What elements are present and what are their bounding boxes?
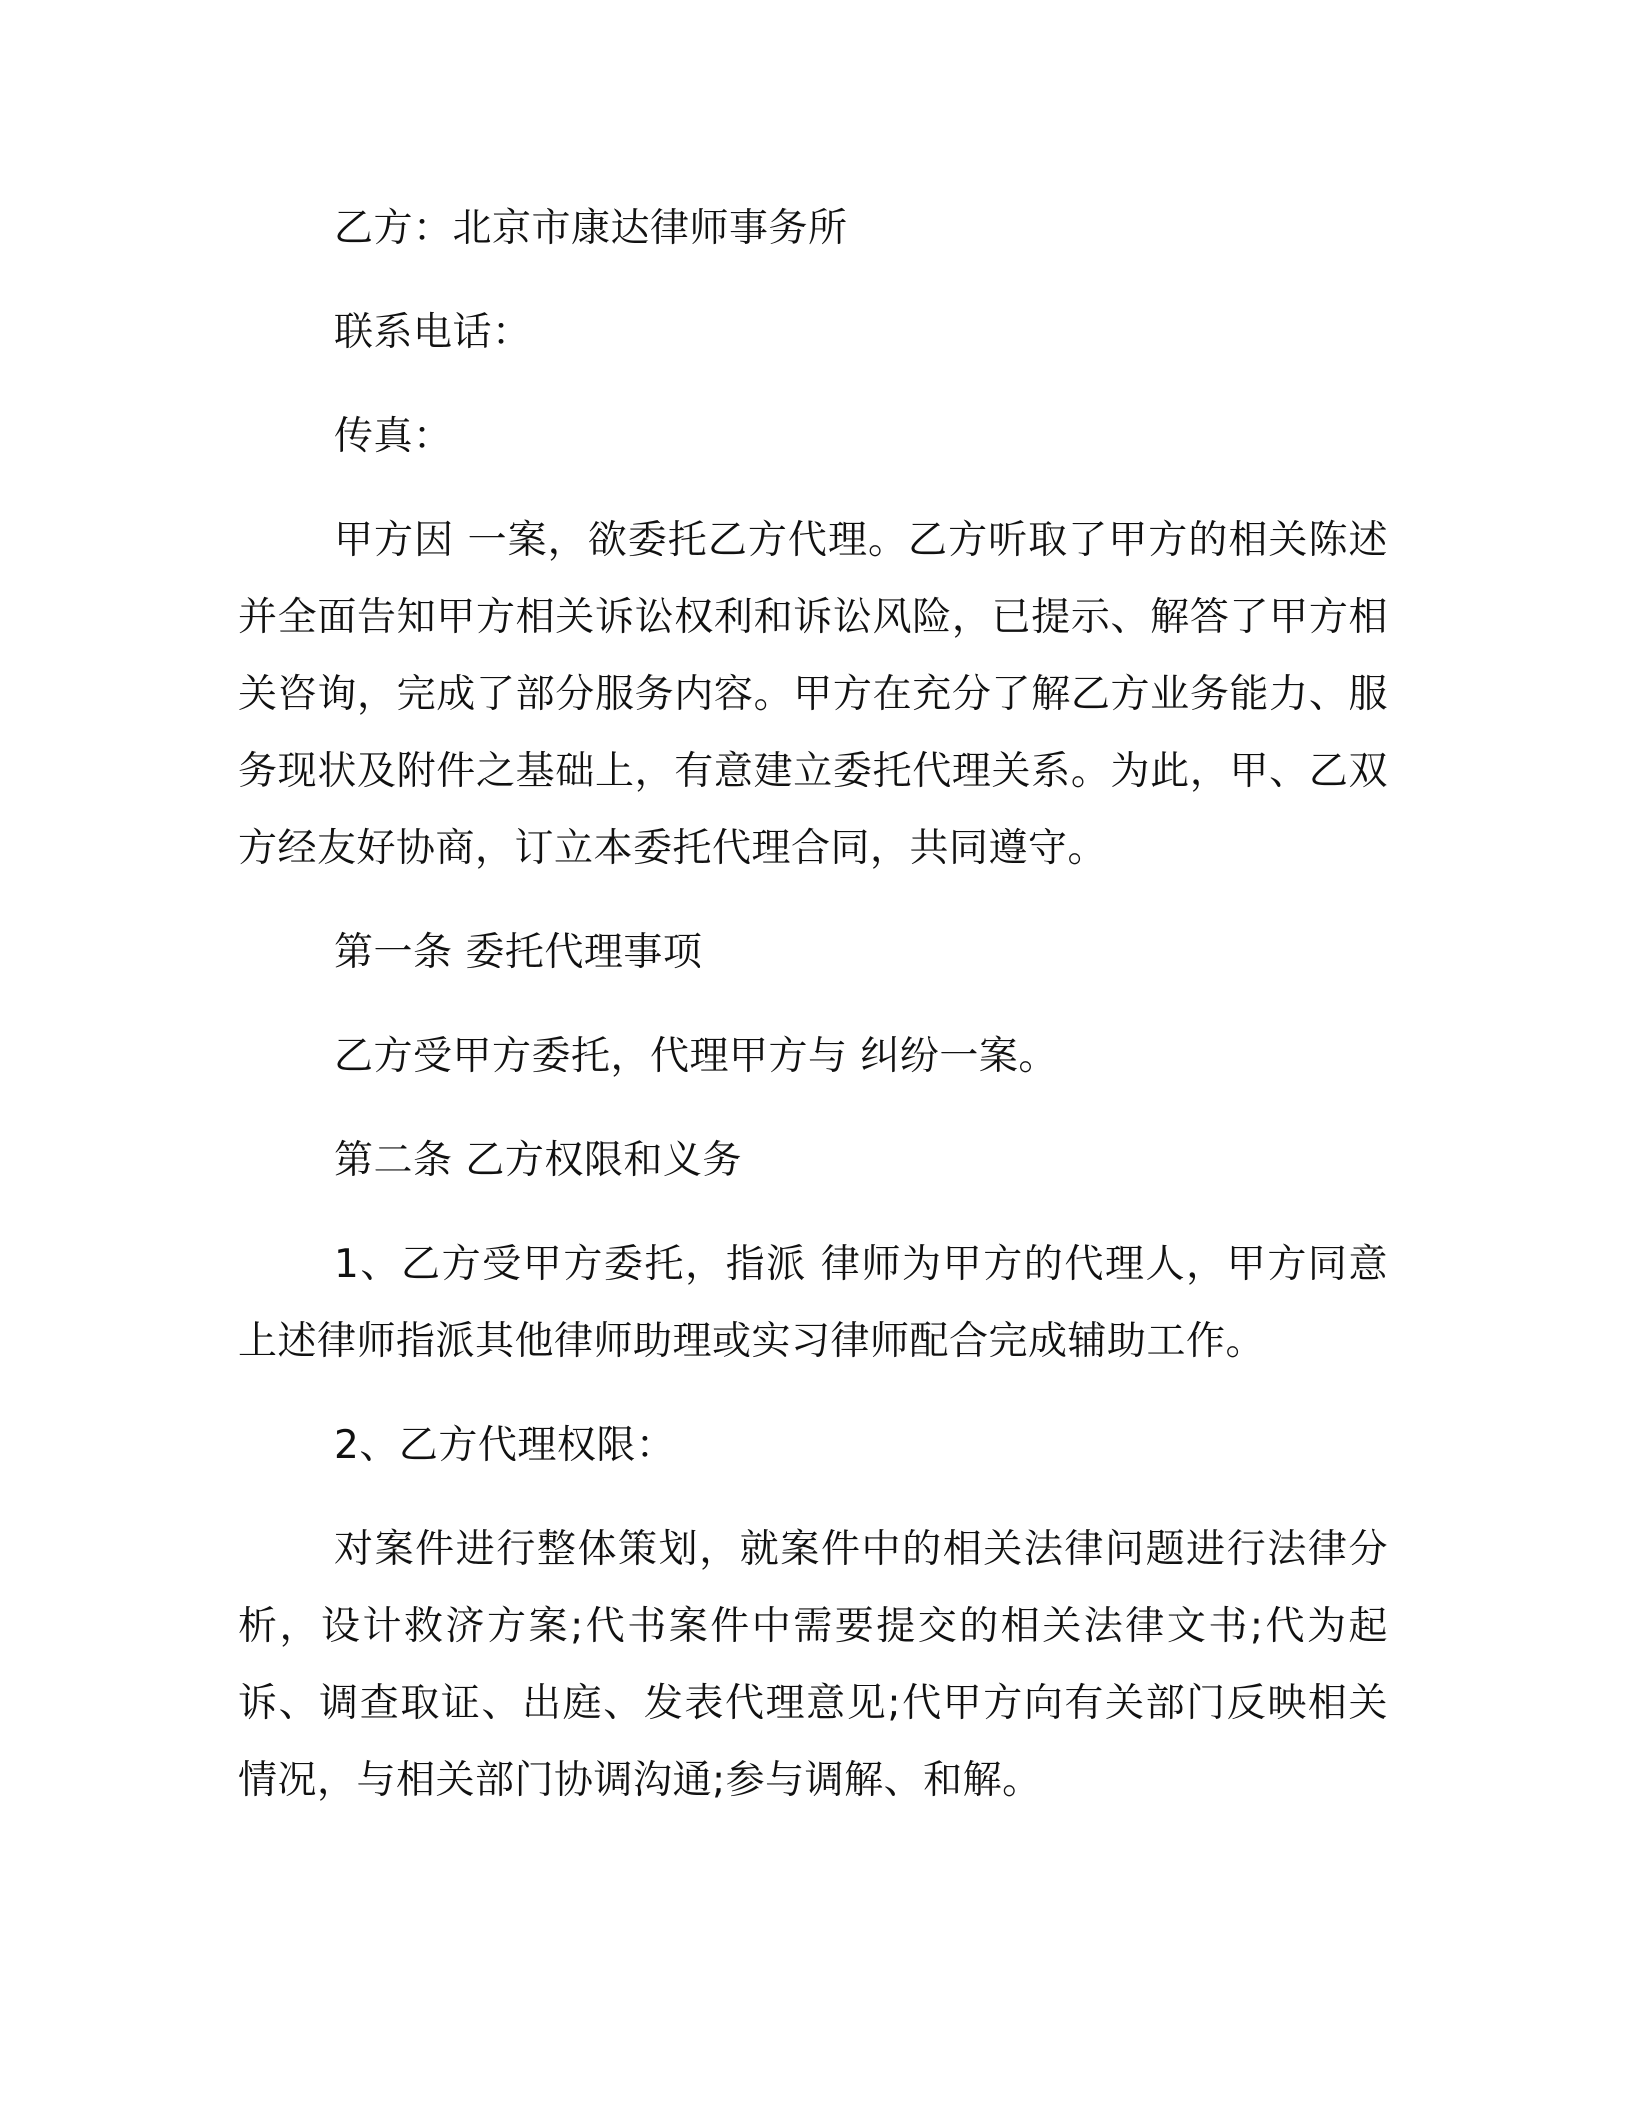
clause-2-paragraph: 对案件进行整体策划，就案件中的相关法律问题进行法律分析，设计救济方案;代书案件中需要提交的相关法律文书;代为起诉、调查取证、出庭、发表代理意见;代甲方向有关部门反映相关情况，与相关部门协调沟通;参与调解、和解。 [238, 1527, 1388, 1803]
preamble-paragraph: 甲方因 一案，欲委托乙方代理。乙方听取了甲方的相关陈述并全面告知甲方相关诉讼权利和诉讼风险，已提示、解答了甲方相关咨询，完成了部分服务内容。甲方在充分了解乙方业务能力、服务现状及附件之基础上，有意建立委托代理关系。为此，甲、乙双方经友好协商，订立本委托代理合同，共同遵守。 [238, 518, 1388, 871]
phone-line: 联系电话： [334, 310, 532, 355]
article-1-text: 乙方受甲方委托，代理甲方与 纠纷一案。 [334, 1034, 1058, 1079]
article-2-heading: 第二条 乙方权限和义务 [334, 1138, 742, 1183]
document-body [238, 190, 1388, 1846]
article-1-heading: 第一条 委托代理事项 [334, 930, 703, 975]
party-b-line: 乙方：北京市康达律师事务所 [334, 206, 848, 251]
clause-1-paragraph: 1、乙方受甲方委托，指派 律师为甲方的代理人，甲方同意上述律师指派其他律师助理或实习律师配合完成辅助工作。 [238, 1242, 1388, 1364]
fax-line: 传真： [334, 414, 453, 459]
clause-2-heading: 2、乙方代理权限： [334, 1423, 676, 1468]
